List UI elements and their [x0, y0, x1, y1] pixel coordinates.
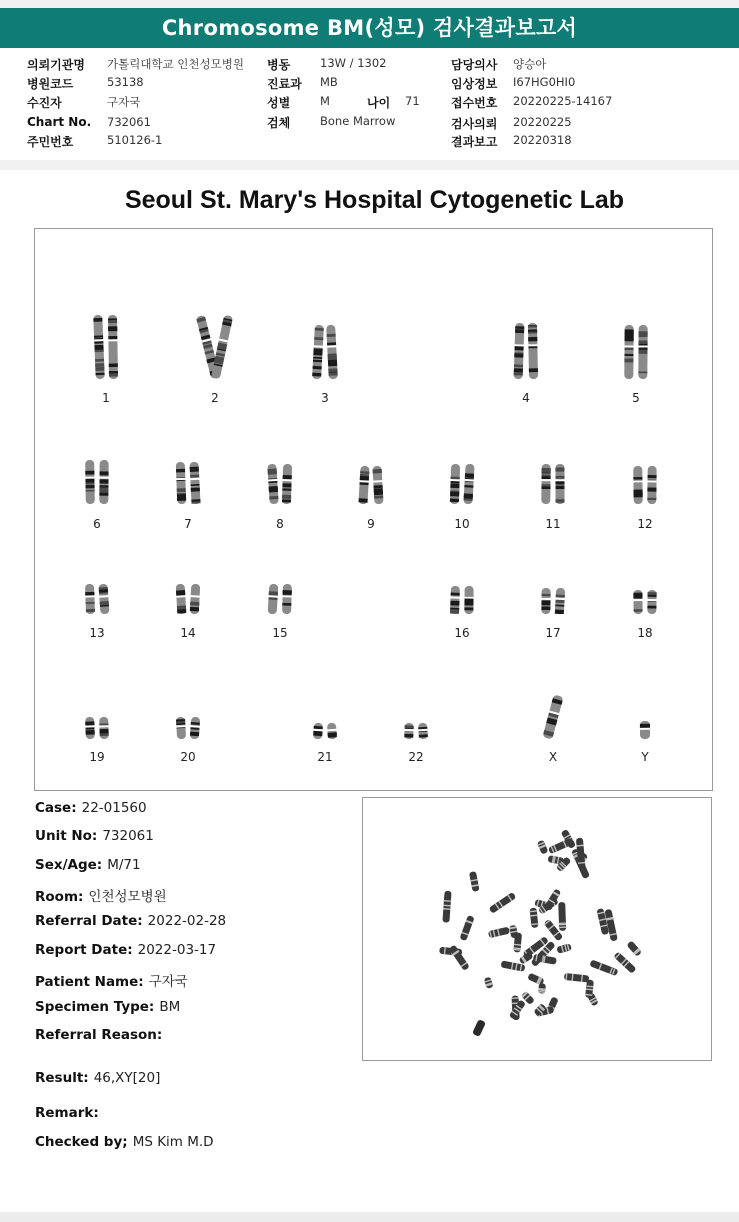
case-info-row: [35, 1105, 104, 1121]
case-info-label: Checked by;: [35, 1134, 128, 1150]
metaphase-chromosome: [442, 891, 451, 923]
case-info-label: Remark:: [35, 1105, 99, 1121]
chromosome-7: [158, 424, 218, 504]
metaphase-image: [362, 797, 712, 1061]
case-info-row: [35, 828, 154, 844]
case-info-label: Report Date:: [35, 942, 133, 958]
chromosome-label: 4: [522, 391, 530, 405]
info-value: 732061: [107, 115, 151, 129]
chromosome-label: 21: [317, 750, 333, 764]
metaphase-chromosome: [564, 973, 589, 983]
chromosome-label: 9: [367, 517, 375, 531]
chromosome-label: Y: [641, 750, 649, 764]
info-label: 접수번호: [451, 96, 498, 110]
info-panel: [0, 48, 739, 160]
info-label: 나이: [367, 96, 391, 110]
case-info-label: Case:: [35, 800, 77, 816]
karyogram-panel: [34, 228, 713, 791]
metaphase-chromosome: [472, 1019, 486, 1037]
report-header: Chromosome BM(성모) 검사결과보고서: [0, 8, 739, 48]
case-info-value: MS Kim M.D: [132, 1134, 214, 1150]
info-value: M: [320, 94, 330, 108]
case-info-row: [35, 1027, 167, 1043]
case-info-row: [35, 800, 147, 816]
chromosome-label: 12: [637, 517, 653, 531]
case-info-row: [35, 913, 226, 929]
info-label: 성별: [267, 96, 291, 110]
case-info-row: [35, 1134, 214, 1150]
chromosome-5: [606, 299, 666, 379]
metaphase-chromosome: [484, 977, 494, 989]
section-gap: [0, 160, 739, 170]
info-label: 임상정보: [451, 77, 498, 91]
chromosome-22: [386, 659, 446, 739]
chromosome-18: [615, 534, 675, 614]
info-label: 수진자: [27, 96, 62, 110]
top-border: [0, 0, 739, 8]
info-value: 20220318: [513, 133, 572, 147]
chromosome-15: [250, 534, 310, 614]
chromosome-11: [523, 424, 583, 504]
metaphase-chromosome: [556, 943, 572, 953]
metaphase-chromosome: [529, 908, 538, 928]
chromosome-19: [67, 659, 127, 739]
lab-title: Seoul St. Mary's Hospital Cytogenetic Lab: [124, 186, 625, 214]
case-info-value: 46,XY[20]: [93, 1070, 161, 1086]
case-info-label: Room:: [35, 889, 84, 905]
metaphase-chromosome: [449, 944, 470, 970]
report-sheet: [0, 170, 739, 1212]
chromosome-3: [295, 299, 355, 379]
chromosome-x: [523, 659, 583, 739]
metaphase-chromosome: [537, 840, 549, 855]
chromosome-9: [341, 424, 401, 504]
case-info-value: 732061: [102, 828, 154, 844]
info-label: 주민번호: [27, 135, 74, 149]
chromosome-6: [67, 424, 127, 504]
info-value: 가톨릭대학교 인천성모병원: [107, 57, 244, 71]
metaphase-chromosome: [589, 959, 618, 976]
info-value: 양승아: [513, 57, 547, 71]
case-info-value: BM: [159, 999, 181, 1015]
chromosome-label: 15: [272, 626, 288, 640]
info-label: 진료과: [267, 77, 302, 91]
case-info-row: [35, 885, 167, 905]
info-value: 71: [405, 94, 420, 108]
info-label: 병동: [267, 58, 291, 72]
chromosome-label: 22: [408, 750, 424, 764]
chromosome-label: 20: [180, 750, 196, 764]
chromosome-label: 10: [454, 517, 470, 531]
chromosome-label: 14: [180, 626, 196, 640]
metaphase-chromosome: [626, 940, 642, 957]
case-info-row: [35, 942, 216, 958]
info-label: 검사의뢰: [451, 117, 498, 131]
info-value: 53138: [107, 75, 144, 89]
chromosome-21: [295, 659, 355, 739]
info-value: 구자국: [107, 95, 141, 109]
case-info-row: [35, 1070, 160, 1086]
chromosome-label: 11: [545, 517, 561, 531]
chromosome-label: 8: [276, 517, 284, 531]
bottom-border: [0, 1212, 739, 1222]
case-info-label: Result:: [35, 1070, 89, 1086]
case-info-label: Referral Date:: [35, 913, 143, 929]
chromosome-14: [158, 534, 218, 614]
chromosome-label: 3: [321, 391, 329, 405]
info-value: I67HG0HI0: [513, 75, 576, 89]
case-info-label: Sex/Age:: [35, 857, 103, 873]
chromosome-label: 1: [102, 391, 110, 405]
chromosome-2: [185, 299, 245, 379]
case-info-row: [35, 857, 141, 873]
metaphase-chromosome: [459, 915, 474, 941]
case-info-row: [35, 999, 180, 1015]
case-info-value: 인천성모병원: [88, 889, 167, 905]
chromosome-label: 13: [89, 626, 105, 640]
info-label: 병원코드: [27, 77, 74, 91]
metaphase-chromosome: [558, 902, 566, 931]
info-label: 의뢰기관명: [27, 58, 85, 72]
chromosome-label: 16: [454, 626, 470, 640]
case-info-value: M/71: [107, 857, 141, 873]
case-info-label: Referral Reason:: [35, 1027, 163, 1043]
chromosome-label: 18: [637, 626, 653, 640]
chromosome-y: [615, 659, 675, 739]
info-label: 결과보고: [451, 135, 498, 149]
chromosome-4: [496, 299, 556, 379]
case-info-value: 22-01560: [81, 800, 147, 816]
info-label: 담당의사: [451, 58, 498, 72]
metaphase-chromosome: [489, 892, 517, 914]
chromosome-8: [250, 424, 310, 504]
chromosome-label: 5: [632, 391, 640, 405]
chromosome-label: 2: [211, 391, 219, 405]
case-info-label: Unit No:: [35, 828, 98, 844]
case-info-value: 구자국: [148, 974, 188, 990]
chromosome-label: 7: [184, 517, 192, 531]
info-value: MB: [320, 75, 338, 89]
chromosome-20: [158, 659, 218, 739]
case-info-label: Patient Name:: [35, 974, 144, 990]
metaphase-spread: [363, 798, 711, 1060]
case-info-row: [35, 970, 188, 990]
case-info-value: 2022-02-28: [147, 913, 227, 929]
info-label: Chart No.: [27, 115, 92, 129]
info-label: 검체: [267, 116, 291, 130]
case-info-value: 2022-03-17: [137, 942, 217, 958]
chromosome-label: X: [548, 750, 558, 764]
case-info-label: Specimen Type:: [35, 999, 155, 1015]
info-value: 20220225-14167: [513, 94, 613, 108]
chromosome-label: 17: [545, 626, 561, 640]
info-value: 13W / 1302: [320, 56, 387, 70]
info-value: 510126-1: [107, 133, 163, 147]
metaphase-chromosome: [469, 871, 480, 892]
chromosome-label: 6: [93, 517, 101, 531]
chromosome-13: [67, 534, 127, 614]
info-value: 20220225: [513, 115, 572, 129]
chromosome-10: [432, 424, 492, 504]
metaphase-chromosome: [538, 983, 546, 994]
chromosome-17: [523, 534, 583, 614]
chromosome-label: 19: [89, 750, 105, 764]
chromosome-1: [76, 299, 136, 379]
metaphase-chromosome: [488, 927, 510, 939]
chromosome-12: [615, 424, 675, 504]
chromosome-16: [432, 534, 492, 614]
info-value: Bone Marrow: [320, 114, 396, 128]
